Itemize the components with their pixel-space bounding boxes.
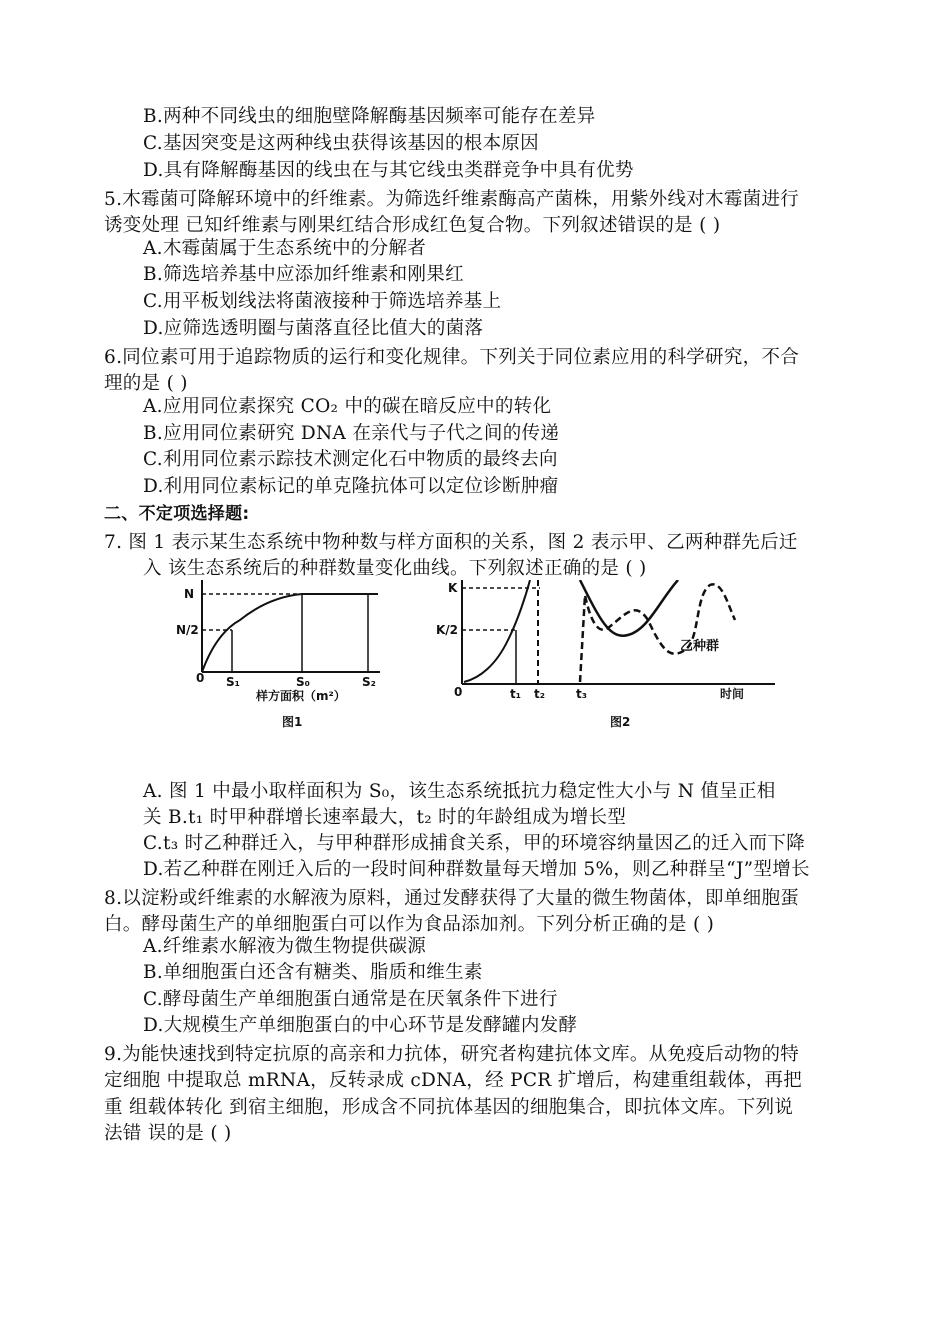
fig2-origin: 0 (454, 685, 463, 699)
text-line: 诱变处理 已知纤维素与刚果红结合形成红色复合物。下列叙述错误的是 ( ) (104, 215, 721, 236)
text-line: 关 B.t₁ 时甲种群增长速率最大，t₂ 时的年龄组成为增长型 (143, 807, 627, 828)
text-line: A.木霉菌属于生态系统中的分解者 (143, 238, 427, 259)
text-line: B.筛选培养基中应添加纤维素和刚果红 (143, 264, 464, 285)
figure-2-population-curve (410, 580, 780, 740)
fig2-xlabel: 时间 (720, 687, 745, 701)
text-line: A.应用同位素探究 CO₂ 中的碳在暗反应中的转化 (143, 396, 552, 417)
text-line: A.纤维素水解液为微生物提供碳源 (143, 936, 427, 957)
text-line: 8.以淀粉或纤维素的水解液为原料，通过发酵获得了大量的微生物菌体，即单细胞蛋 (104, 888, 800, 909)
text-line: 白。酵母菌生产的单细胞蛋白可以作为食品添加剂。下列分析正确的是 ( ) (104, 914, 715, 935)
text-line: B.两种不同线虫的细胞壁降解酶基因频率可能存在差异 (143, 106, 596, 127)
fig2-xtick-t3: t₃ (576, 687, 587, 701)
fig1-ytick-half-n: N/2 (176, 623, 199, 637)
text-line: B.单细胞蛋白还含有糖类、脂质和维生素 (143, 962, 483, 983)
fig2-species-a-line (580, 580, 678, 636)
text-line: C.t₃ 时乙种群迁入，与甲种群形成捕食关系，甲的环境容纳量因乙的迁入而下降 (143, 833, 806, 854)
fig2-curve-label: 乙种群 (680, 639, 720, 654)
text-line: A. 图 1 中最小取样面积为 S₀，该生态系统抵抗力稳定性大小与 N 值呈正相 (143, 781, 776, 802)
fig1-xtick-s2: S₂ (362, 675, 376, 689)
fig1-xtick-s1: S₁ (226, 675, 240, 689)
text-line: C.酵母菌生产单细胞蛋白通常是在厌氧条件下进行 (143, 989, 558, 1010)
fig2-xtick-t1: t₁ (510, 687, 521, 701)
text-line: 入 该生态系统后的种群数量变化曲线。下列叙述正确的是 ( ) (143, 558, 647, 579)
fig2-ytick-half-k: K/2 (436, 623, 459, 637)
text-line: D.若乙种群在刚迁入后的一段时间种群数量每天增加 5%，则乙种群呈“J”型增长 (143, 859, 810, 880)
text-line: D.大规模生产单细胞蛋白的中心环节是发酵罐内发酵 (143, 1015, 578, 1036)
fig1-origin: 0 (196, 671, 205, 685)
text-line: 理的是 ( ) (104, 373, 188, 394)
text-line: 重 组载体转化 到宿主细胞，形成含不同抗体基因的细胞集合，即抗体文库。下列说 (104, 1097, 794, 1118)
text-line: 二、不定项选择题: (104, 504, 250, 524)
fig1-ytick-n: N (184, 587, 195, 601)
fig1-xlabel: 样方面积（m²） (256, 689, 346, 703)
fig1-curve (202, 594, 378, 672)
fig2-species-b-curve (580, 584, 735, 682)
text-line: 定细胞 中提取总 mRNA，反转录成 cDNA，经 PCR 扩增后，构建重组载体，再把 (104, 1070, 803, 1091)
text-line: C.利用同位素示踪技术测定化石中物质的最终去向 (143, 449, 558, 470)
text-line: D.利用同位素标记的单克隆抗体可以定位诊断肿瘤 (143, 476, 559, 497)
text-line: C.用平板划线法将菌液接种于筛选培养基上 (143, 291, 502, 312)
fig1-caption: 图1 (282, 715, 303, 729)
text-line: C.基因突变是这两种线虫获得该基因的根本原因 (143, 133, 539, 154)
figure-1-species-area-curve (170, 580, 395, 740)
text-line: 7. 图 1 表示某生态系统中物种数与样方面积的关系，图 2 表示甲、乙两种群先后迁 (104, 532, 798, 553)
text-line: 6.同位素可用于追踪物质的运行和变化规律。下列关于同位素应用的科学研究，不合 (104, 347, 800, 368)
text-line: 9.为能快速找到特定抗原的高亲和力抗体，研究者构建抗体文库。从免疫后动物的特 (104, 1044, 800, 1065)
text-line: D.具有降解酶基因的线虫在与其它线虫类群竞争中具有优势 (143, 160, 634, 181)
fig2-xtick-t2: t₂ (534, 687, 545, 701)
text-line: 5.木霉菌可降解环境中的纤维素。为筛选纤维素酶高产菌株，用紫外线对木霉菌进行 (104, 189, 800, 210)
text-line: D.应筛选透明圈与菌落直径比值大的菌落 (143, 318, 484, 339)
fig2-species-a-curve (464, 580, 530, 682)
text-line: B.应用同位素研究 DNA 在亲代与子代之间的传递 (143, 423, 560, 444)
fig2-caption: 图2 (610, 715, 631, 729)
fig2-ytick-k: K (448, 581, 458, 595)
fig1-xtick-s0: S₀ (296, 675, 310, 689)
text-line: 法错 误的是 ( ) (104, 1123, 232, 1144)
